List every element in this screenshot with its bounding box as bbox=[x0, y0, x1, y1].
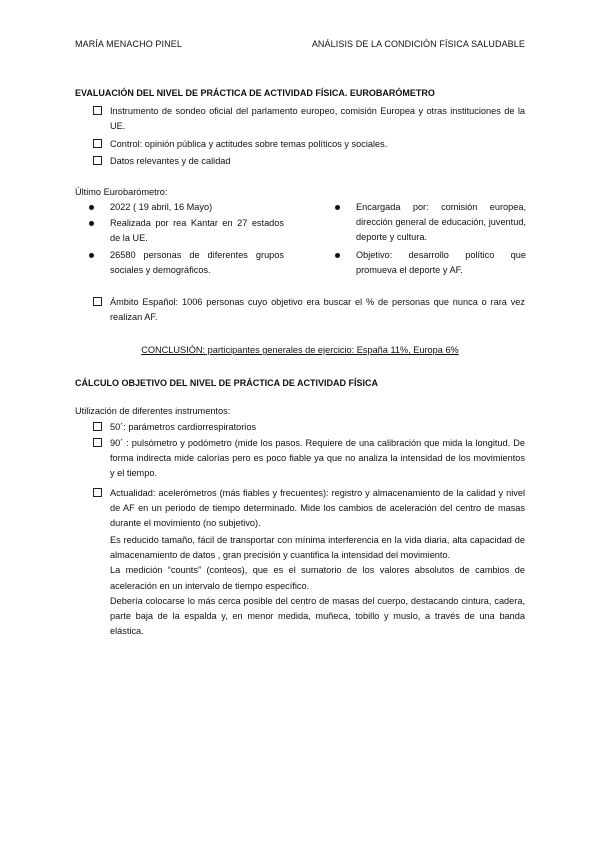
checklist-item bbox=[93, 295, 525, 325]
bullet-text: 26580 personas de diferentes grupos sociales y demográficos. bbox=[110, 250, 284, 276]
paragraph: Debería colocarse lo más cerca posible del centro de masas del cuerpo, destacando cintura, cadera, parte baja de la espalda y, en menor medida, muñeca, tobillo y muslo, a través de una banda elástica. bbox=[110, 595, 525, 637]
bullet-text: Realizada por rea Kantar en 27 estados de la UE. bbox=[110, 218, 284, 244]
accelerometer-details bbox=[93, 533, 525, 639]
bullet-dot-icon bbox=[89, 253, 94, 258]
bullet-text: Objetivo: desarrollo político que promueva el deporte y AF. bbox=[356, 250, 526, 276]
instruments-intro: Utilización de diferentes instrumentos: bbox=[75, 406, 231, 416]
bullet-item bbox=[335, 200, 526, 246]
paragraph: La medición “counts” (conteos), que es el sumatorio de los valores absolutos de cambios de aceleración en un intervalo de tiempo específico. bbox=[110, 565, 525, 591]
bullet-dot-icon bbox=[335, 205, 340, 210]
checklist-item bbox=[93, 436, 525, 482]
checklist-item bbox=[93, 104, 525, 134]
checklist-item-text: Control: opinión pública y actitudes sobre temas políticos y sociales. bbox=[110, 139, 388, 149]
checkbox-icon bbox=[93, 139, 102, 148]
header-author: MARÍA MENACHO PINEL bbox=[75, 39, 182, 49]
bullet-dot-icon bbox=[89, 221, 94, 226]
checkbox-icon bbox=[93, 422, 102, 431]
checkbox-icon bbox=[93, 106, 102, 115]
last-eurobarometer-label: Último Eurobarómetro: bbox=[75, 187, 168, 197]
page-header bbox=[75, 37, 525, 52]
bullet-item bbox=[335, 248, 526, 278]
checklist-item bbox=[93, 486, 525, 532]
checklist-item-text: 50´: parámetros cardiorrespiratorios bbox=[110, 422, 257, 432]
checkbox-icon bbox=[93, 156, 102, 165]
checklist-item bbox=[93, 420, 525, 435]
bullet-text: Encargada por: comisión europea, dirección general de educación, juventud, deporte y cultura. bbox=[356, 202, 526, 243]
bullet-dot-icon bbox=[335, 253, 340, 258]
checkbox-icon bbox=[93, 438, 102, 447]
bullet-text: 2022 ( 19 abril, 16 Mayo) bbox=[110, 202, 213, 212]
checkbox-icon bbox=[93, 297, 102, 306]
checklist-item-text: Instrumento de sondeo oficial del parlamento europeo, comisión Europea y otras instituciones de la UE. bbox=[110, 106, 525, 132]
section2-heading: CÁLCULO OBJETIVO DEL NIVEL DE PRÁCTICA DE ACTIVIDAD FÍSICA bbox=[75, 378, 379, 388]
checklist-item-text: 90´ : pulsómetro y podómetro (mide los pasos. Requiere de una calibración que mida la longitud. De forma indirecta mide calorías pero es poco fiable ya que no analiza la intensidad de los movimientos y el tiempo. bbox=[110, 438, 525, 479]
paragraph: Es reducido tamaño, fácil de transportar con mínima interferencia en la vida diaria, alta capacidad de almacenamiento de datos , gran precisión y cuantifica la intensidad del movimiento. bbox=[110, 535, 525, 561]
conclusion-text: CONCLUSIÓN: participantes generales de ejercicio: España 11%, Europa 6% bbox=[141, 345, 459, 355]
checklist-item bbox=[93, 137, 525, 152]
header-title: ANÁLISIS DE LA CONDICIÓN FÍSICA SALUDABLE bbox=[311, 39, 525, 49]
bullet-item bbox=[89, 200, 284, 215]
bullet-dot-icon bbox=[89, 205, 94, 210]
checklist-item-text: Actualidad: acelerómetros (más fiables y frecuentes): registro y almacenamiento de la calidad y nivel de AF en un periodo de tiempo determinado. Mide los cambios de aceleración del centro de masas durante el movimiento (no subjetivo). bbox=[110, 488, 525, 529]
bullet-item bbox=[89, 248, 284, 278]
checklist-item bbox=[93, 154, 525, 169]
checkbox-icon bbox=[93, 488, 102, 497]
section1-heading: EVALUACIÓN DEL NIVEL DE PRÁCTICA DE ACTIVIDAD FÍSICA. EUROBARÓMETRO bbox=[75, 88, 435, 98]
checklist-item-text: Datos relevantes y de calidad bbox=[110, 156, 231, 166]
ambito-text: Ámbito Español: 1006 personas cuyo objetivo era buscar el % de personas que nunca o rara vez realizan AF. bbox=[110, 297, 525, 323]
bullet-item bbox=[89, 216, 284, 246]
